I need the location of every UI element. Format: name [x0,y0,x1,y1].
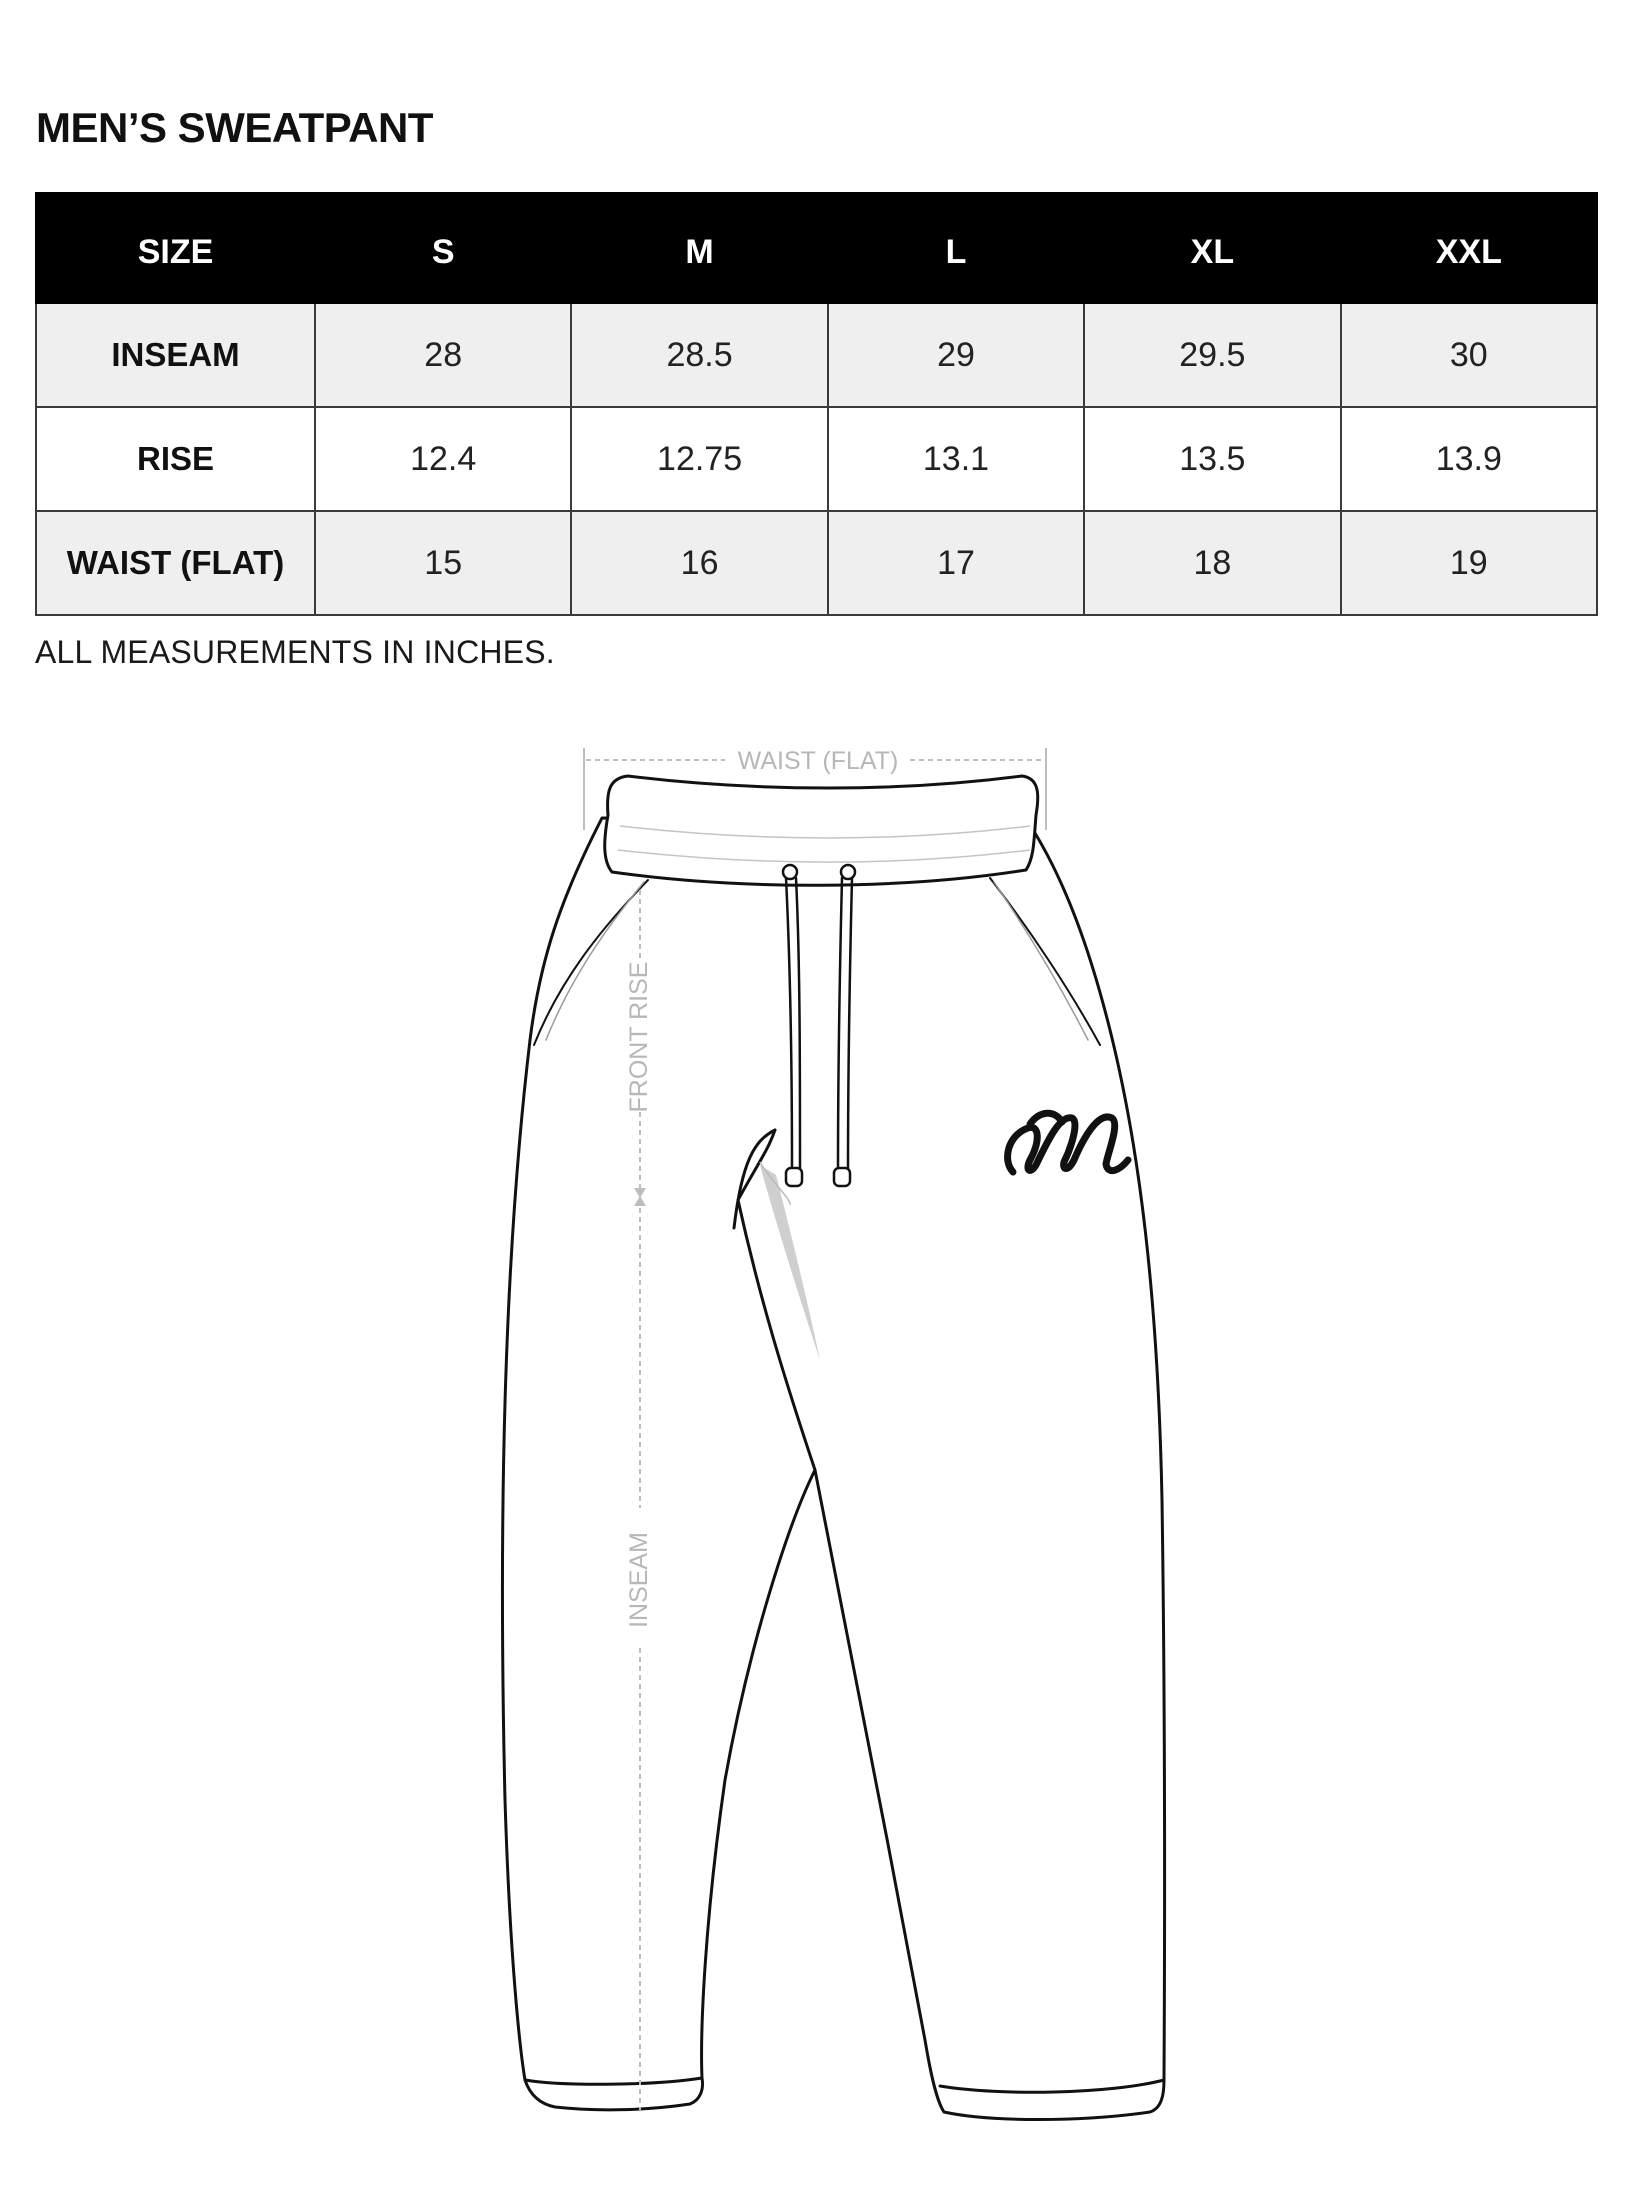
header-xl: XL [1084,193,1340,303]
header-l: L [828,193,1084,303]
table-cell: 13.1 [828,407,1084,511]
table-cell: 17 [828,511,1084,615]
header-s: S [315,193,571,303]
table-cell: 30 [1341,303,1597,407]
table-cell: 28.5 [571,303,827,407]
row-label: WAIST (FLAT) [36,511,315,615]
measurement-note: ALL MEASUREMENTS IN INCHES. [35,634,555,670]
table-cell: 13.5 [1084,407,1340,511]
inseam-label: INSEAM [625,1532,653,1628]
table-cell: 28 [315,303,571,407]
header-m: M [571,193,827,303]
table-cell: 12.75 [571,407,827,511]
pants-outline [502,818,1164,2120]
table-cell: 16 [571,511,827,615]
table-cell: 29.5 [1084,303,1340,407]
front-rise-label: FRONT RISE [625,961,653,1113]
waist-dimension-label: WAIST (FLAT) [737,747,899,775]
header-size: SIZE [36,193,315,303]
row-label: INSEAM [36,303,315,407]
header-xxl: XXL [1341,193,1597,303]
table-cell: 18 [1084,511,1340,615]
row-label: RISE [36,407,315,511]
page-title: MEN’S SWEATPANT [36,104,433,151]
table-cell: 19 [1341,511,1597,615]
table-cell: 29 [828,303,1084,407]
table-cell: 13.9 [1341,407,1597,511]
table-cell: 12.4 [315,407,571,511]
table-cell: 15 [315,511,571,615]
